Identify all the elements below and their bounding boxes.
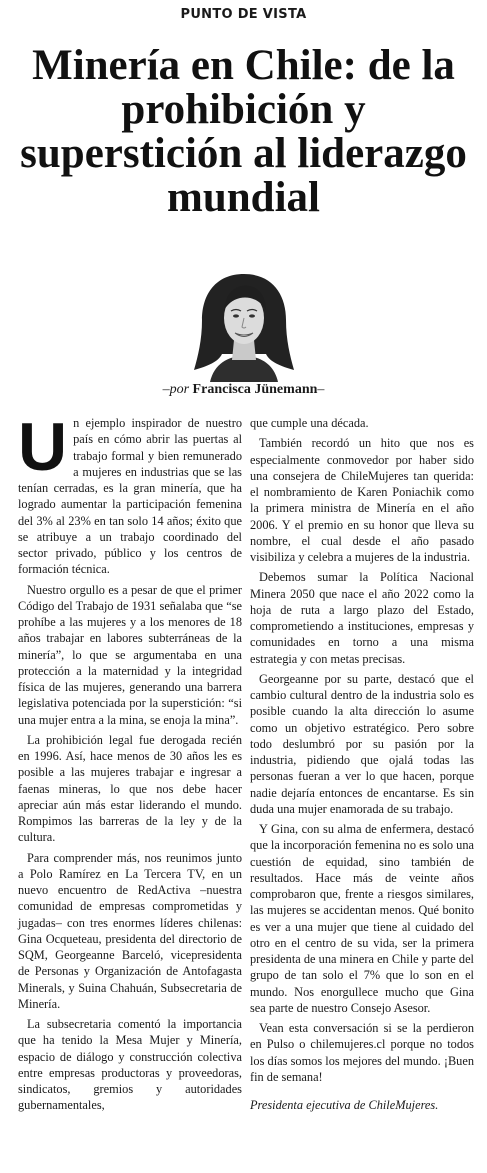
article-column-1 bbox=[18, 409, 242, 1118]
article-paragraph: También recordó un hito que nos es especialmente conmovedor por haber sido una consejera de ChileMujeres tan querida: el nombramiento de Karen Poniachik como la primera ministra de Minería en el año 2006. Y el premio en su honor que lleva su nombre, el cual desde el año pasado visibiliza y celebra a mujeres de la industria. bbox=[250, 436, 474, 564]
article-paragraph: Georgeanne por su parte, destacó que el cambio cultural dentro de la industria solo es posible cuando la alta dirección lo asume como un objetivo estratégico. Pero sobre todo deslumbró por su pasión por la industria, pidiendo que ojalá todas las personas fueran a ver lo que hacen, porque nadie dejaría entonces de encantarse. Es sin duda una mujer enamorada de su trabajo. bbox=[250, 671, 474, 816]
article-paragraph: Y Gina, con su alma de enfermera, destacó que la incorporación femenina no es solo una cuestión de equidad, sino también de resultados. Hace más de veinte años comprobaron que, frente a riesgos similares, las mujeres se accidentan menos. Qué bonito es ver a una mujer que tiene al cuidado del otro en el centro de su vida, ser la primera presidenta de una minera en Chile y parte del grupo de tan solo el 7% que lo son en el mundo. Nos enorgullece mucho que Gina sea parte de nuestro Consejo Asesor. bbox=[250, 822, 474, 1015]
byline-suffix: – bbox=[317, 382, 325, 397]
author-signature: Presidenta ejecutiva de ChileMujeres. bbox=[250, 1098, 439, 1112]
drop-cap: U bbox=[18, 409, 68, 485]
paragraph-text: n ejemplo inspirador de nuestro país en cómo abrir las puertas al trabajo formal y bien remunerado a mujeres en industrias que se las tenían cerradas, es la gran minería, que ha logrado aumentar la participación femenina del 3% al 23% en tan solo 14 años; éxito que se atribuye a un trabajo coordinado del sector privado, público y los centros de formación técnica. bbox=[18, 416, 242, 577]
article-paragraph: La prohibición legal fue derogada recién en 1996. Así, hace menos de 30 años les es posible a las mujeres trabajar e ingresar a faenas mineras, lo que nos debe hacer apreciar aún más estar liderando el mundo. Rompimos las barreras de la ley y de la cultura. bbox=[18, 732, 242, 845]
article-column-2 bbox=[250, 415, 474, 1117]
article-paragraph: Nuestro orgullo es a pesar de que el primer Código del Trabajo de 1931 señalaba que “se prohíbe a las mujeres y a los menores de 18 años trabajar en labores subterráneas de la minería”, lo que se argumentaba en una protección a la maternidad y la integridad física de las mujeres, generando una barrera legislativa potenciada por la superstición: “si una mujer entra a la mina, se enoja la mina”. bbox=[18, 582, 242, 727]
headline: Minería en Chile: de la prohibición y superstición al liderazgo mundial bbox=[20, 42, 467, 221]
article-paragraph: Vean esta conversación si se la perdieron en Pulso o chilemujeres.cl porque no todos los días somos los mejores del mundo. ¡Buen fin de semana! bbox=[250, 1021, 474, 1084]
byline-author: Francisca Jünemann bbox=[192, 382, 318, 397]
byline bbox=[0, 382, 487, 398]
author-portrait bbox=[188, 270, 300, 382]
article-paragraph: Para comprender más, nos reunimos junto a Polo Ramírez en La Tercera TV, en un nuevo encuentro de RedActiva –nuestra comunidad de empresas comprometidas y jugadas– con tres enormes líderes chilenas: Gina Ocqueteau, presidenta del directorio de SQM, Georgeanne Barceló, vicepresidenta de Personas y Organización de Antofagasta Minerals, y Suina Chahuán, Subsecretaria de Minería. bbox=[18, 850, 242, 1011]
article-paragraph: Debemos sumar la Política Nacional Minera 2050 que nace el año 2022 como la hoja de ruta a largo plazo del Estado, comprometiendo a instituciones, empresas y comunidades en torno a una misma estrategia y con metas precisas. bbox=[250, 570, 474, 666]
byline-prefix: –por bbox=[162, 382, 190, 397]
article-paragraph: La subsecretaria comentó la importancia que ha tenido la Mesa Mujer y Minería, espacio de diálogo y construcción colectiva entre empresas productoras y proveedoras, sindicatos, gremios y autoridades gubernamentales, bbox=[18, 1017, 242, 1113]
section-label: PUNTO DE VISTA bbox=[180, 7, 307, 22]
article-paragraph bbox=[18, 409, 242, 578]
article-paragraph: que cumple una década. bbox=[250, 416, 369, 430]
